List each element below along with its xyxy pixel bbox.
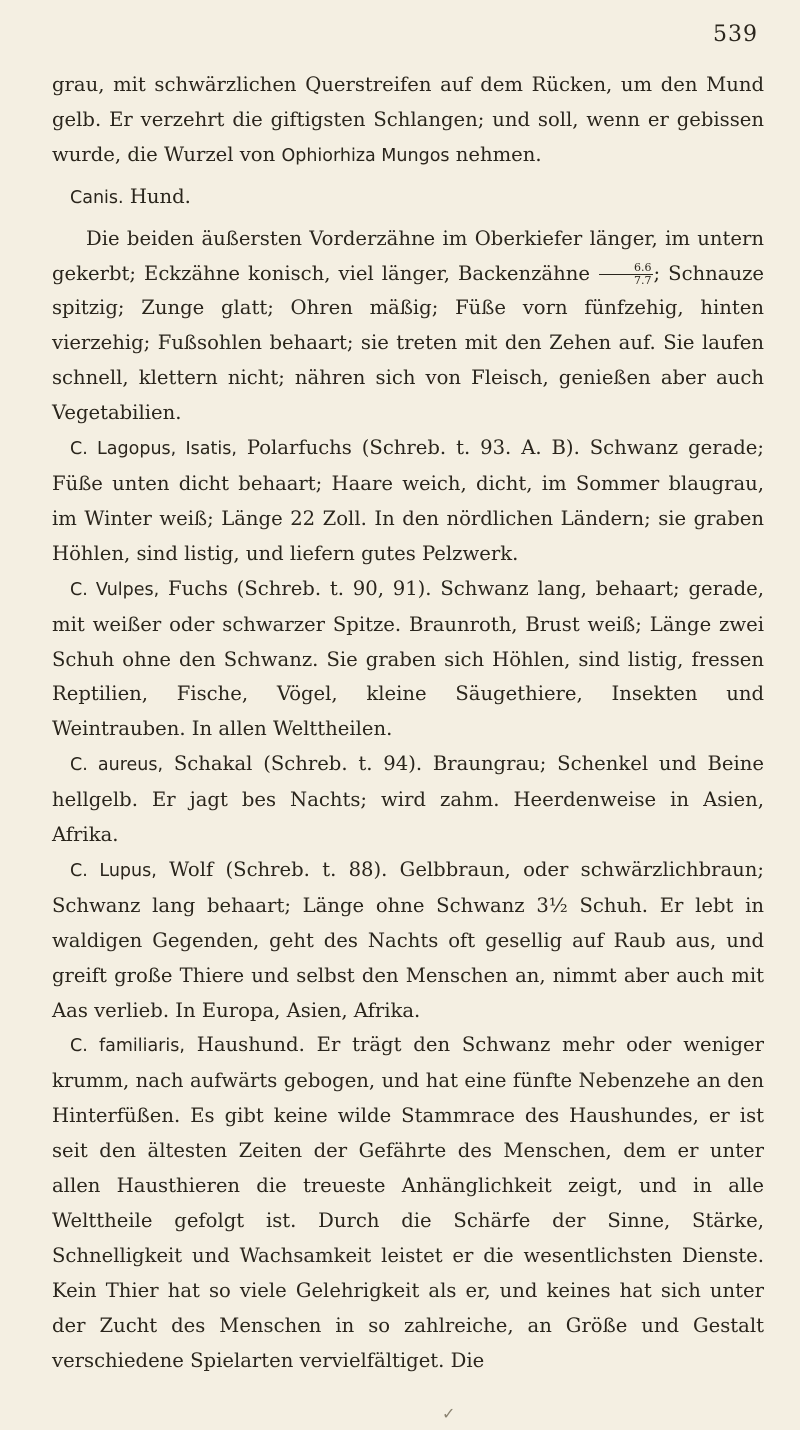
genus-heading [52,180,764,216]
fraction-numerator: 6.6 [599,262,653,275]
intro-text: grau, mit schwärzlichen Querstreifen auf dem Rücken, um den Mund gelb. Er verzehrt die giftigsten Schlangen; und soll, wenn er gebissen wurde, die Wurzel von [52,73,764,166]
species-text: Polarfuchs (Schreb. t. 93. A. B). Schwanz gerade; Füße unten dicht behaart; Haare weich, dicht, im Sommer blaugrau, im Winter weiß; Länge 22 Zoll. In den nördlichen Ländern; sie graben Höhlen, sind listig, und liefern gutes Pelzwerk. [52,436,764,565]
species-entry [52,853,764,1029]
species-text: Haushund. Er trägt den Schwanz mehr oder weniger krumm, nach aufwärts gebogen, und hat eine fünfte Nebenzehe an den Hinterfüßen. Es gibt keine wilde Stammrace des Haushundes, er ist seit den ältesten Zeiten der Gefährte des Menschen, dem er unter allen Hausthieren die treueste Anhänglichkeit zeigt, und in alle Welttheile gefolgt ist. Durch die Schärfe der Sinne, Stärke, Schnelligkeit und Wachsamkeit leistet er die wesentlichsten Dienste. Kein Thier hat so viele Gelehrigkeit als er, und keines hat sich unter der Zucht des Menschen in so zahlreiche, an Größe und Gestalt verschiedene Spielarten vervielfältiget. Die [52,1033,764,1372]
species-latin: C. Lagopus, Isatis, [70,439,237,460]
genus-desc-a: Die beiden äußersten Vorderzähne im Oberkiefer länger, im untern gekerbt; Eckzähne konisch, viel länger, Backenzähne [52,226,764,285]
species-entry [52,431,764,572]
page-number: 539 [713,22,758,47]
genus-latin: Canis. [70,187,124,208]
book-page [52,14,764,1423]
fraction-denominator: 7.7 [634,273,652,287]
species-latin: C. Lupus, [70,860,157,881]
species-entry [52,1028,764,1378]
species-text: Schakal (Schreb. t. 94). Braungrau; Schenkel und Beine hellgelb. Er jagt bes Nachts; wird zahm. Heerdenweise in Asien, Afrika. [52,752,764,847]
genus-desc-b: ; Schnauze spitzig; Zunge glatt; Ohren mäßig; Füße vorn fünfzehig, hinten vierzehig; Fußsohlen behaart; sie treten mit den Zehen auf. Sie laufen schnell, klettern nicht; nähren sich von Fleisch, genießen aber auch Vegetabilien. [52,261,764,425]
genus-description [52,222,764,431]
dental-fraction [599,262,653,287]
species-entry [52,572,764,748]
species-entry [52,747,764,853]
intro-latin-name: Ophiorhiza Mungos [281,145,450,166]
species-latin: C. familiaris, [70,1036,185,1057]
species-latin: C. Vulpes, [70,579,160,600]
pencil-check-mark: ✓ [442,1404,456,1423]
species-latin: C. aureus, [70,755,164,776]
intro-paragraph [52,68,764,174]
intro-end: nehmen. [455,142,542,166]
page-body [52,68,764,1379]
genus-german: Hund. [129,184,191,208]
species-text: Wolf (Schreb. t. 88). Gelbbraun, oder schwärzlichbraun; Schwanz lang behaart; Länge ohne Schwanz 3½ Schuh. Er lebt in waldigen Gegenden, geht des Nachts oft gesellig auf Raub aus, und greift große Thiere und selbst den Menschen an, nimmt aber auch mit Aas verlieb. In Europa, Asien, Afrika. [52,857,764,1022]
species-text: Fuchs (Schreb. t. 90, 91). Schwanz lang, behaart; gerade, mit weißer oder schwarzer Spitze. Braunroth, Brust weiß; Länge zwei Schuh ohne den Schwanz. Sie graben sich Höhlen, sind listig, fressen Reptilien, Fische, Vögel, kleine Säugethiere, Insekten und Weintrauben. In allen Welttheilen. [52,576,764,741]
